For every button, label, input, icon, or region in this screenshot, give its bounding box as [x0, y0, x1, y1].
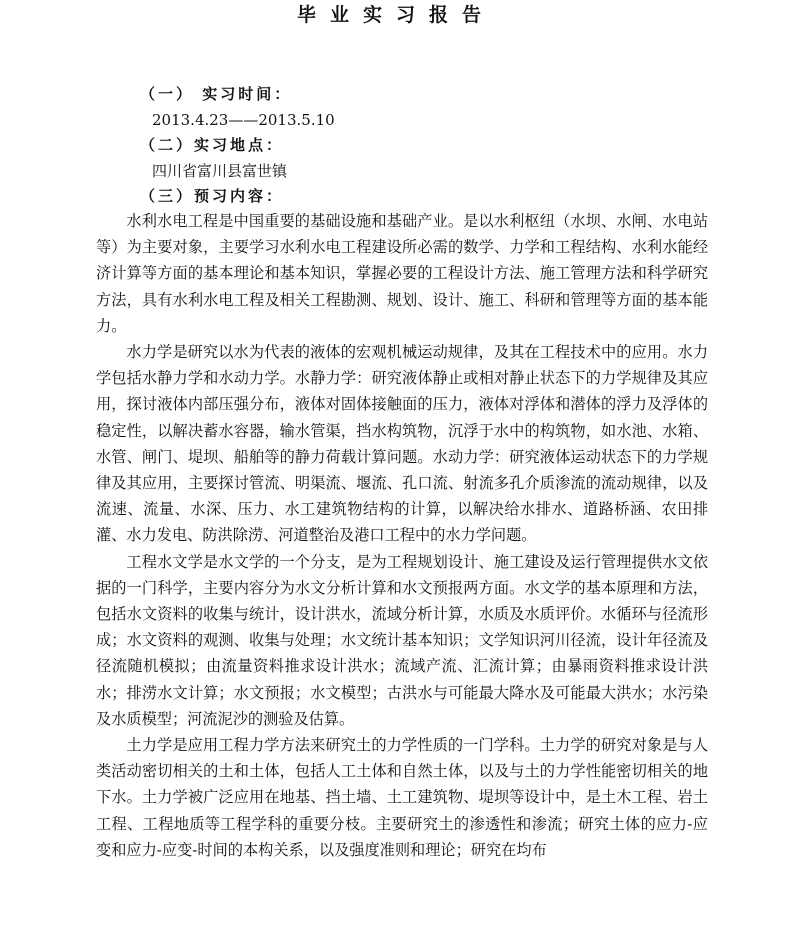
- report-title: 毕业实习报告: [296, 4, 495, 26]
- paragraph-hydraulics: 水力学是研究以水为代表的液体的宏观机械运动规律，及其在工程技术中的应用。水力学包括水静力学和水动力学。水静力学：研究液体静止或相对静止状态下的力学规律及其应用，探讨液体内部压强分布，液体对固体接触面的压力，液体对浮体和潜体的浮力及浮体的稳定性，以解决蓄水容器，输水管渠，挡水构筑物，沉浮于水中的构筑物，如水池、水箱、水管、闸门、堤坝、船舶等的静力荷载计算问题。水动力学：研究液体运动状态下的力学规律及其应用，主要探讨管流、明渠流、堰流、孔口流、射流多孔介质渗流的流动规律，以及流速、流量、水深、压力、水工建筑物结构的计算，以解决给水排水、道路桥涵、农田排灌、水力发电、防洪除涝、河道整治及港口工程中的水力学问题。: [96, 343, 708, 545]
- report-body: [96, 208, 708, 863]
- internship-location-value: 四川省富川县富世镇: [152, 162, 288, 180]
- section-heading-preview-content: （三）预习内容：: [140, 187, 285, 205]
- internship-time-value: 2013.4.23——2013.5.10: [152, 111, 335, 129]
- section-heading-location: （二）实习地点：: [140, 136, 285, 154]
- paragraph-engineering-hydrology: 工程水文学是水文学的一个分支，是为工程规划设计、施工建设及运行管理提供水文依据的一门科学，主要内容分为水文分析计算和水文预报两方面。水文学的基本原理和方法，包括水文资料的收集与统计，设计洪水，流域分析计算，水质及水质评价。水循环与径流形成；水文资料的观测、收集与处理；水文统计基本知识；文学知识河川径流，设计年径流及径流随机模拟；由流量资料推求设计洪水；流域产流、汇流计算；由暴雨资料推求设计洪水；排涝水文计算；水文预报；水文模型；古洪水与可能最大降水及可能最大洪水；水污染及水质模型；河流泥沙的测验及估算。: [96, 552, 708, 728]
- section-heading-time: （一） 实习时间：: [140, 85, 293, 103]
- paragraph-hydraulic-engineering: 水利水电工程是中国重要的基础设施和基础产业。是以水利枢纽（水坝、水闸、水电站等）为主要对象，主要学习水利水电工程建设所必需的数学、力学和工程结构、水利水能经济计算等方面的基本理论和基本知识，掌握必要的工程设计方法、施工管理方法和科学研究方法，具有水利水电工程及相关工程勘测、规划、设计、施工、科研和管理等方面的基本能力。: [96, 212, 708, 335]
- paragraph-soil-mechanics: 土力学是应用工程力学方法来研究土的力学性质的一门学科。土力学的研究对象是与人类活动密切相关的土和土体，包括人工土体和自然土体，以及与土的力学性能密切相关的地下水。土力学被广泛应用在地基、挡土墙、土工建筑物、堤坝等设计中，是土木工程、岩土工程、工程地质等工程学科的重要分枝。主要研究土的渗透性和渗流；研究土体的应力-应变和应力-应变-时间的本构关系，以及强度准则和理论；研究在均布: [96, 736, 708, 859]
